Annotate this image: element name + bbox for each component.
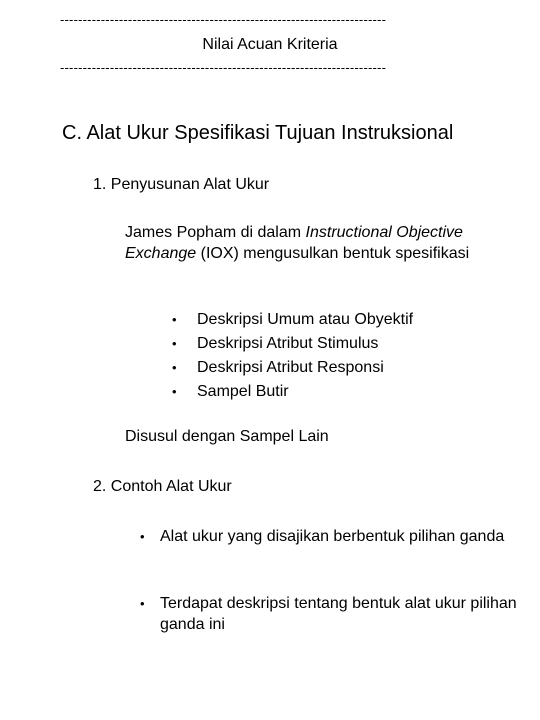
example-item-1 — [140, 526, 525, 547]
header-title: Nilai Acuan Kriteria — [202, 36, 338, 53]
intro-paragraph — [125, 222, 525, 264]
list-item-label: Deskripsi Atribut Stimulus — [197, 335, 379, 352]
composed-line: Disusul dengan Sampel Lain — [125, 428, 329, 445]
intro-text-italic: Instructional Objective Exchange — [125, 224, 463, 262]
list-item-label: Deskripsi Atribut Responsi — [197, 359, 384, 376]
bullet-icon: • — [172, 384, 177, 399]
specification-list — [172, 308, 413, 404]
list-item — [172, 380, 413, 404]
example-item-text: Terdapat deskripsi tentang bentuk alat ukur pilihan ganda ini — [160, 595, 517, 633]
bullet-icon: • — [172, 336, 177, 351]
bullet-icon: • — [172, 312, 177, 327]
list-item-label: Deskripsi Umum atau Obyektif — [197, 311, 414, 328]
bullet-icon: • — [140, 529, 145, 544]
list-item — [172, 308, 413, 332]
list-item — [172, 356, 413, 380]
example-item-text: Alat ukur yang disajikan berbentuk pilihan ganda — [160, 528, 505, 545]
subsection-1-heading: 1. Penyusunan Alat Ukur — [93, 176, 270, 193]
bullet-icon: • — [172, 360, 177, 375]
intro-text-part-1: James Popham di dalam — [125, 224, 306, 241]
header-dash-top: ------------------------------------------------------------------------ — [60, 12, 387, 27]
bullet-icon: • — [140, 596, 145, 611]
header-dash-bottom: ------------------------------------------------------------------------ — [60, 60, 387, 75]
intro-text-part-2: (IOX) mengusulkan bentuk spesifikasi — [196, 245, 470, 262]
list-item — [172, 332, 413, 356]
subsection-2-heading: 2. Contoh Alat Ukur — [93, 478, 232, 495]
section-heading: C. Alat Ukur Spesifikasi Tujuan Instruksional — [62, 122, 454, 144]
list-item-label: Sampel Butir — [197, 383, 289, 400]
example-item-2 — [140, 593, 525, 635]
